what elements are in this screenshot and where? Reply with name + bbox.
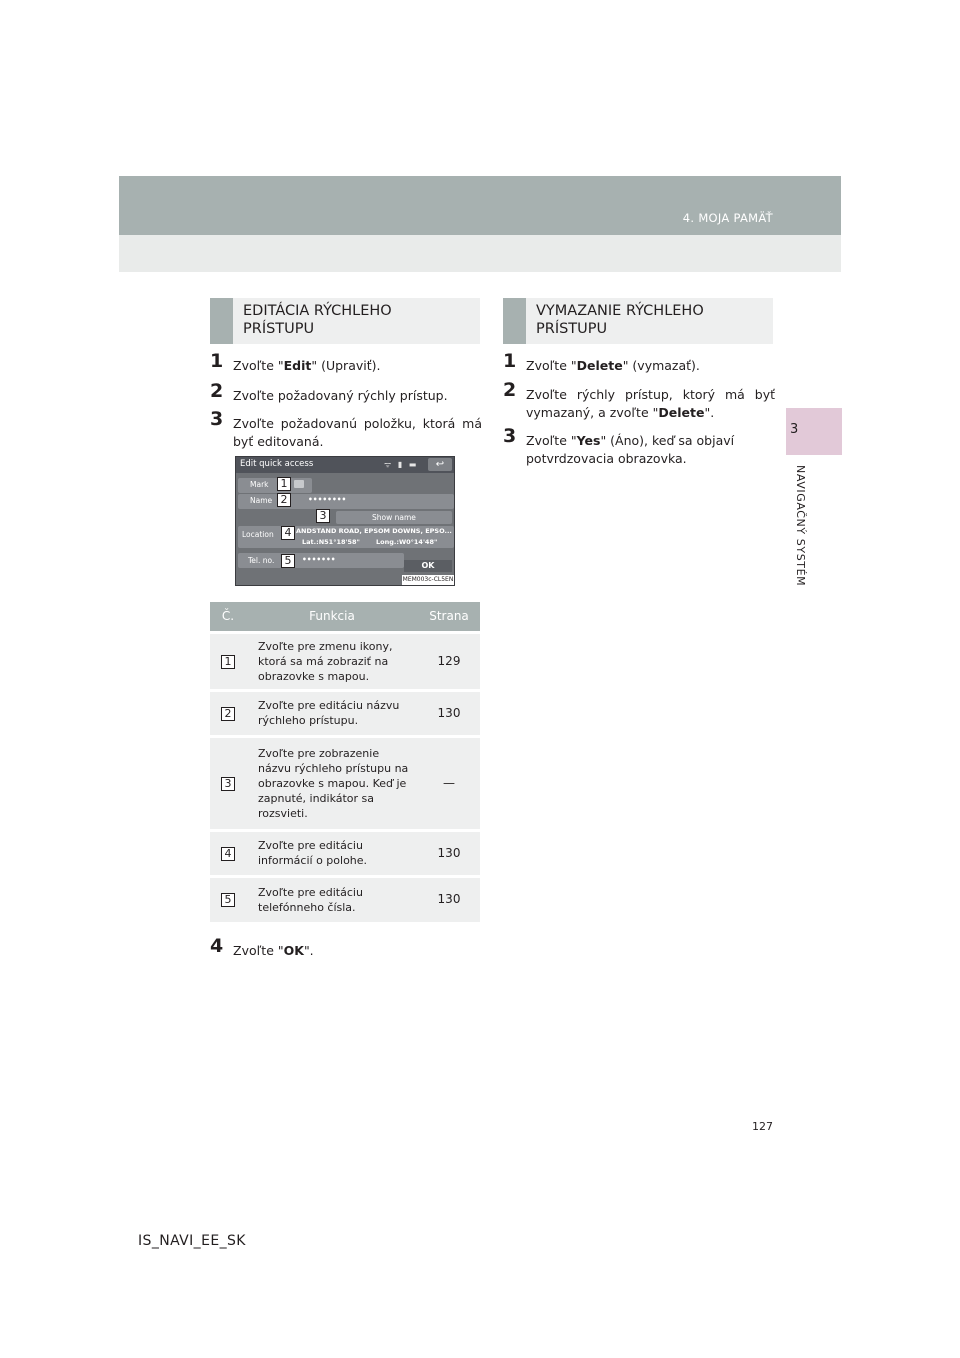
- section-heading-text: EDITÁCIA RÝCHLEHO PRÍSTUPU: [243, 303, 392, 337]
- screen-image-code: MEM003c-CL5EN: [402, 576, 454, 583]
- screen-location-value: ANDSTAND ROAD, EPSOM DOWNS, EPSO...: [296, 527, 452, 535]
- step-3-delete: 3 Zvoľte "Yes" (Áno), keď sa objaví potvrdzovacia obrazovka.: [503, 425, 735, 466]
- page-number: 127: [752, 1120, 773, 1133]
- row-number-box: 2: [221, 707, 235, 721]
- chapter-tab-number: 3: [790, 422, 799, 437]
- step-2-delete: 2 Zvoľte rýchly prístup, ktorý má byť vymazaný, a zvoľte "Delete".: [503, 379, 775, 420]
- screen-ok-button: OK: [404, 560, 452, 572]
- callout-5: 5: [281, 554, 295, 568]
- callout-2: 2: [277, 493, 291, 507]
- header-subband: [119, 235, 841, 272]
- row-description: Zvoľte pre zobrazenie názvu rýchleho prístupu na obrazovke s mapou. Keď je zapnuté, indikátor sa rozsvieti.: [246, 736, 418, 830]
- chapter-title: 4. MOJA PAMÄŤ: [682, 211, 773, 225]
- column-header-number: Č.: [210, 602, 246, 632]
- screen-lat: Lat.:N51°18'58": [302, 538, 360, 546]
- row-number-box: 1: [221, 655, 235, 669]
- step-3-edit: 3 Zvoľte požadovanú položku, ktorá má byť editovaná.: [210, 408, 482, 449]
- back-icon: ↩: [428, 458, 452, 471]
- section-heading-delete: [503, 298, 773, 344]
- row-page: 130: [418, 690, 480, 736]
- function-table: [210, 602, 480, 922]
- section-heading-text: VYMAZANIE RÝCHLEHO PRÍSTUPU: [536, 303, 704, 337]
- column-header-function: Funkcia: [246, 602, 418, 632]
- screen-mark-label: Mark: [250, 480, 269, 489]
- section-heading-bar: [503, 298, 526, 344]
- callout-4: 4: [281, 526, 295, 540]
- section-heading-edit: [210, 298, 480, 344]
- chapter-side-label: NAVIGAČNÝ SYSTÉM: [794, 465, 807, 587]
- row-number-box: 4: [221, 847, 235, 861]
- flag-icon: [294, 480, 304, 488]
- screen-tel-value: •••••••: [302, 555, 336, 564]
- table-row: [210, 876, 480, 922]
- document-code: IS_NAVI_EE_SK: [138, 1233, 246, 1249]
- table-row: [210, 632, 480, 690]
- screen-tel-label: Tel. no.: [248, 556, 275, 565]
- row-description: Zvoľte pre zmenu ikony, ktorá sa má zobraziť na obrazovke s mapou.: [246, 632, 418, 690]
- step-1-edit: 1 Zvoľte "Edit" (Upraviť).: [210, 350, 381, 373]
- callout-1: 1: [277, 477, 291, 491]
- row-description: Zvoľte pre editáciu informácií o polohe.: [246, 830, 418, 876]
- screen-show-name: Show name: [372, 513, 416, 522]
- row-description: Zvoľte pre editáciu telefónneho čísla.: [246, 876, 418, 922]
- section-heading-bar: [210, 298, 233, 344]
- screen-location-label: Location: [242, 530, 274, 539]
- row-description: Zvoľte pre editáciu názvu rýchleho prístupu.: [246, 690, 418, 736]
- step-4-edit: 4 Zvoľte "OK".: [210, 935, 314, 958]
- row-page: —: [418, 736, 480, 830]
- row-page: 130: [418, 876, 480, 922]
- table-row: [210, 690, 480, 736]
- screen-status-icons: ᯤ ▮ ▬: [384, 460, 419, 469]
- table-row: [210, 830, 480, 876]
- callout-3: 3: [316, 509, 330, 523]
- row-number-box: 5: [221, 893, 235, 907]
- screen-name-label: Name: [250, 496, 273, 505]
- screen-name-value: ••••••••: [308, 495, 347, 504]
- row-page: 129: [418, 632, 480, 690]
- screen-title: Edit quick access: [240, 459, 314, 469]
- screen-long: Long.:W0°14'48": [376, 538, 438, 546]
- row-number-box: 3: [221, 777, 235, 791]
- table-row: [210, 736, 480, 830]
- header-band: [119, 176, 841, 235]
- step-2-edit: 2 Zvoľte požadovaný rýchly prístup.: [210, 380, 448, 403]
- step-1-delete: 1 Zvoľte "Delete" (vymazať).: [503, 350, 700, 373]
- column-header-page: Strana: [418, 602, 480, 632]
- row-page: 130: [418, 830, 480, 876]
- screenshot-edit-quick-access: [235, 456, 455, 586]
- table-header-row: [210, 602, 480, 632]
